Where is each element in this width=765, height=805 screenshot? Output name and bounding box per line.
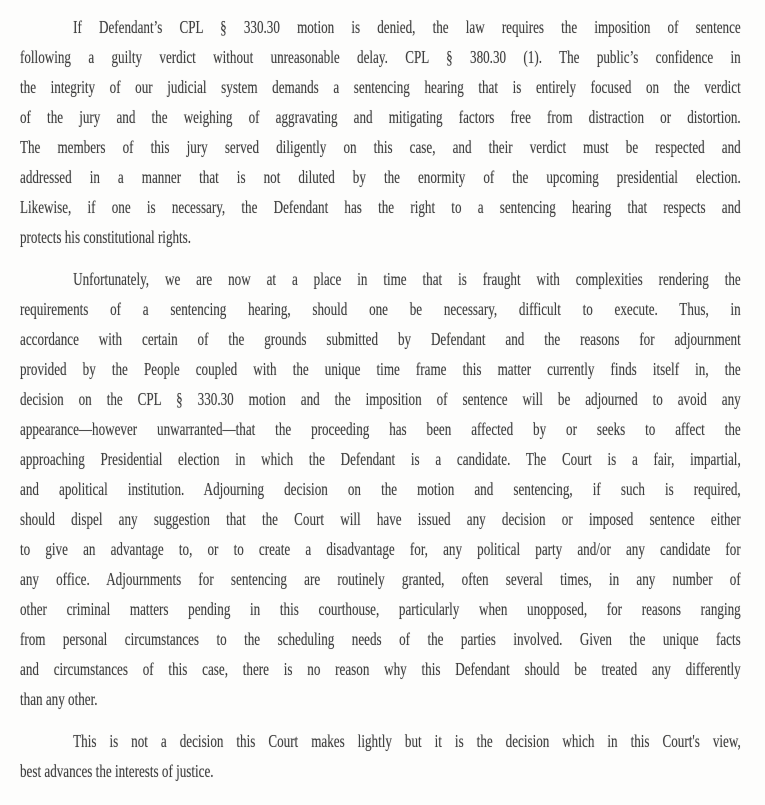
text-line: approaching Presidential election in which the Defendant is a candidate. The Court is a fair, impartial, xyxy=(20,449,741,469)
text-line: The members of this jury served diligently on this case, and their verdict must be respected and xyxy=(20,137,741,157)
text-line: protects his constitutional rights. xyxy=(20,227,192,247)
text-line: addressed in a manner that is not diluted by the enormity of the upcoming presidential election. xyxy=(20,167,741,187)
text-line: Unfortunately, we are now at a place in time that is fraught with complexities rendering the xyxy=(73,269,741,289)
text-line: the integrity of our judicial system demands a sentencing hearing that is entirely focused on the verdict xyxy=(20,77,741,97)
paragraph xyxy=(20,12,741,252)
text-line: from personal circumstances to the scheduling needs of the parties involved. Given the unique facts xyxy=(20,629,741,649)
text-line: If Defendant’s CPL § 330.30 motion is denied, the law requires the imposition of sentence xyxy=(73,17,741,37)
paragraph xyxy=(20,726,741,786)
document-body xyxy=(20,12,741,798)
text-line: should dispel any suggestion that the Court will have issued any decision or imposed sentence either xyxy=(20,509,741,529)
text-line: of the jury and the weighing of aggravating and mitigating factors free from distraction or distortion. xyxy=(20,107,741,127)
text-line: other criminal matters pending in this courthouse, particularly when unopposed, for reasons ranging xyxy=(20,599,741,619)
text-line: provided by the People coupled with the unique time frame this matter currently finds itself in, the xyxy=(20,359,741,379)
text-line: requirements of a sentencing hearing, should one be necessary, difficult to execute. Thus, in xyxy=(20,299,741,319)
text-line: This is not a decision this Court makes lightly but it is the decision which in this Court's view, xyxy=(73,731,741,751)
paragraph xyxy=(20,264,741,714)
text-line: to give an advantage to, or to create a disadvantage for, any political party and/or any candidate for xyxy=(20,539,741,559)
text-line: following a guilty verdict without unreasonable delay. CPL § 380.30 (1). The public’s confidence in xyxy=(20,47,741,67)
text-line: appearance—however unwarranted—that the proceeding has been affected by or seeks to affect the xyxy=(20,419,741,439)
text-line: accordance with certain of the grounds submitted by Defendant and the reasons for adjournment xyxy=(20,329,741,349)
text-line: any office. Adjournments for sentencing are routinely granted, often several times, in any number of xyxy=(20,569,741,589)
text-line: and apolitical institution. Adjourning decision on the motion and sentencing, if such is required, xyxy=(20,479,741,499)
text-line: Likewise, if one is necessary, the Defendant has the right to a sentencing hearing that respects and xyxy=(20,197,741,217)
text-line: decision on the CPL § 330.30 motion and the imposition of sentence will be adjourned to avoid any xyxy=(20,389,741,409)
text-line: than any other. xyxy=(20,689,98,709)
text-line: and circumstances of this case, there is no reason why this Defendant should be treated any differently xyxy=(20,659,741,679)
text-line: best advances the interests of justice. xyxy=(20,761,214,781)
